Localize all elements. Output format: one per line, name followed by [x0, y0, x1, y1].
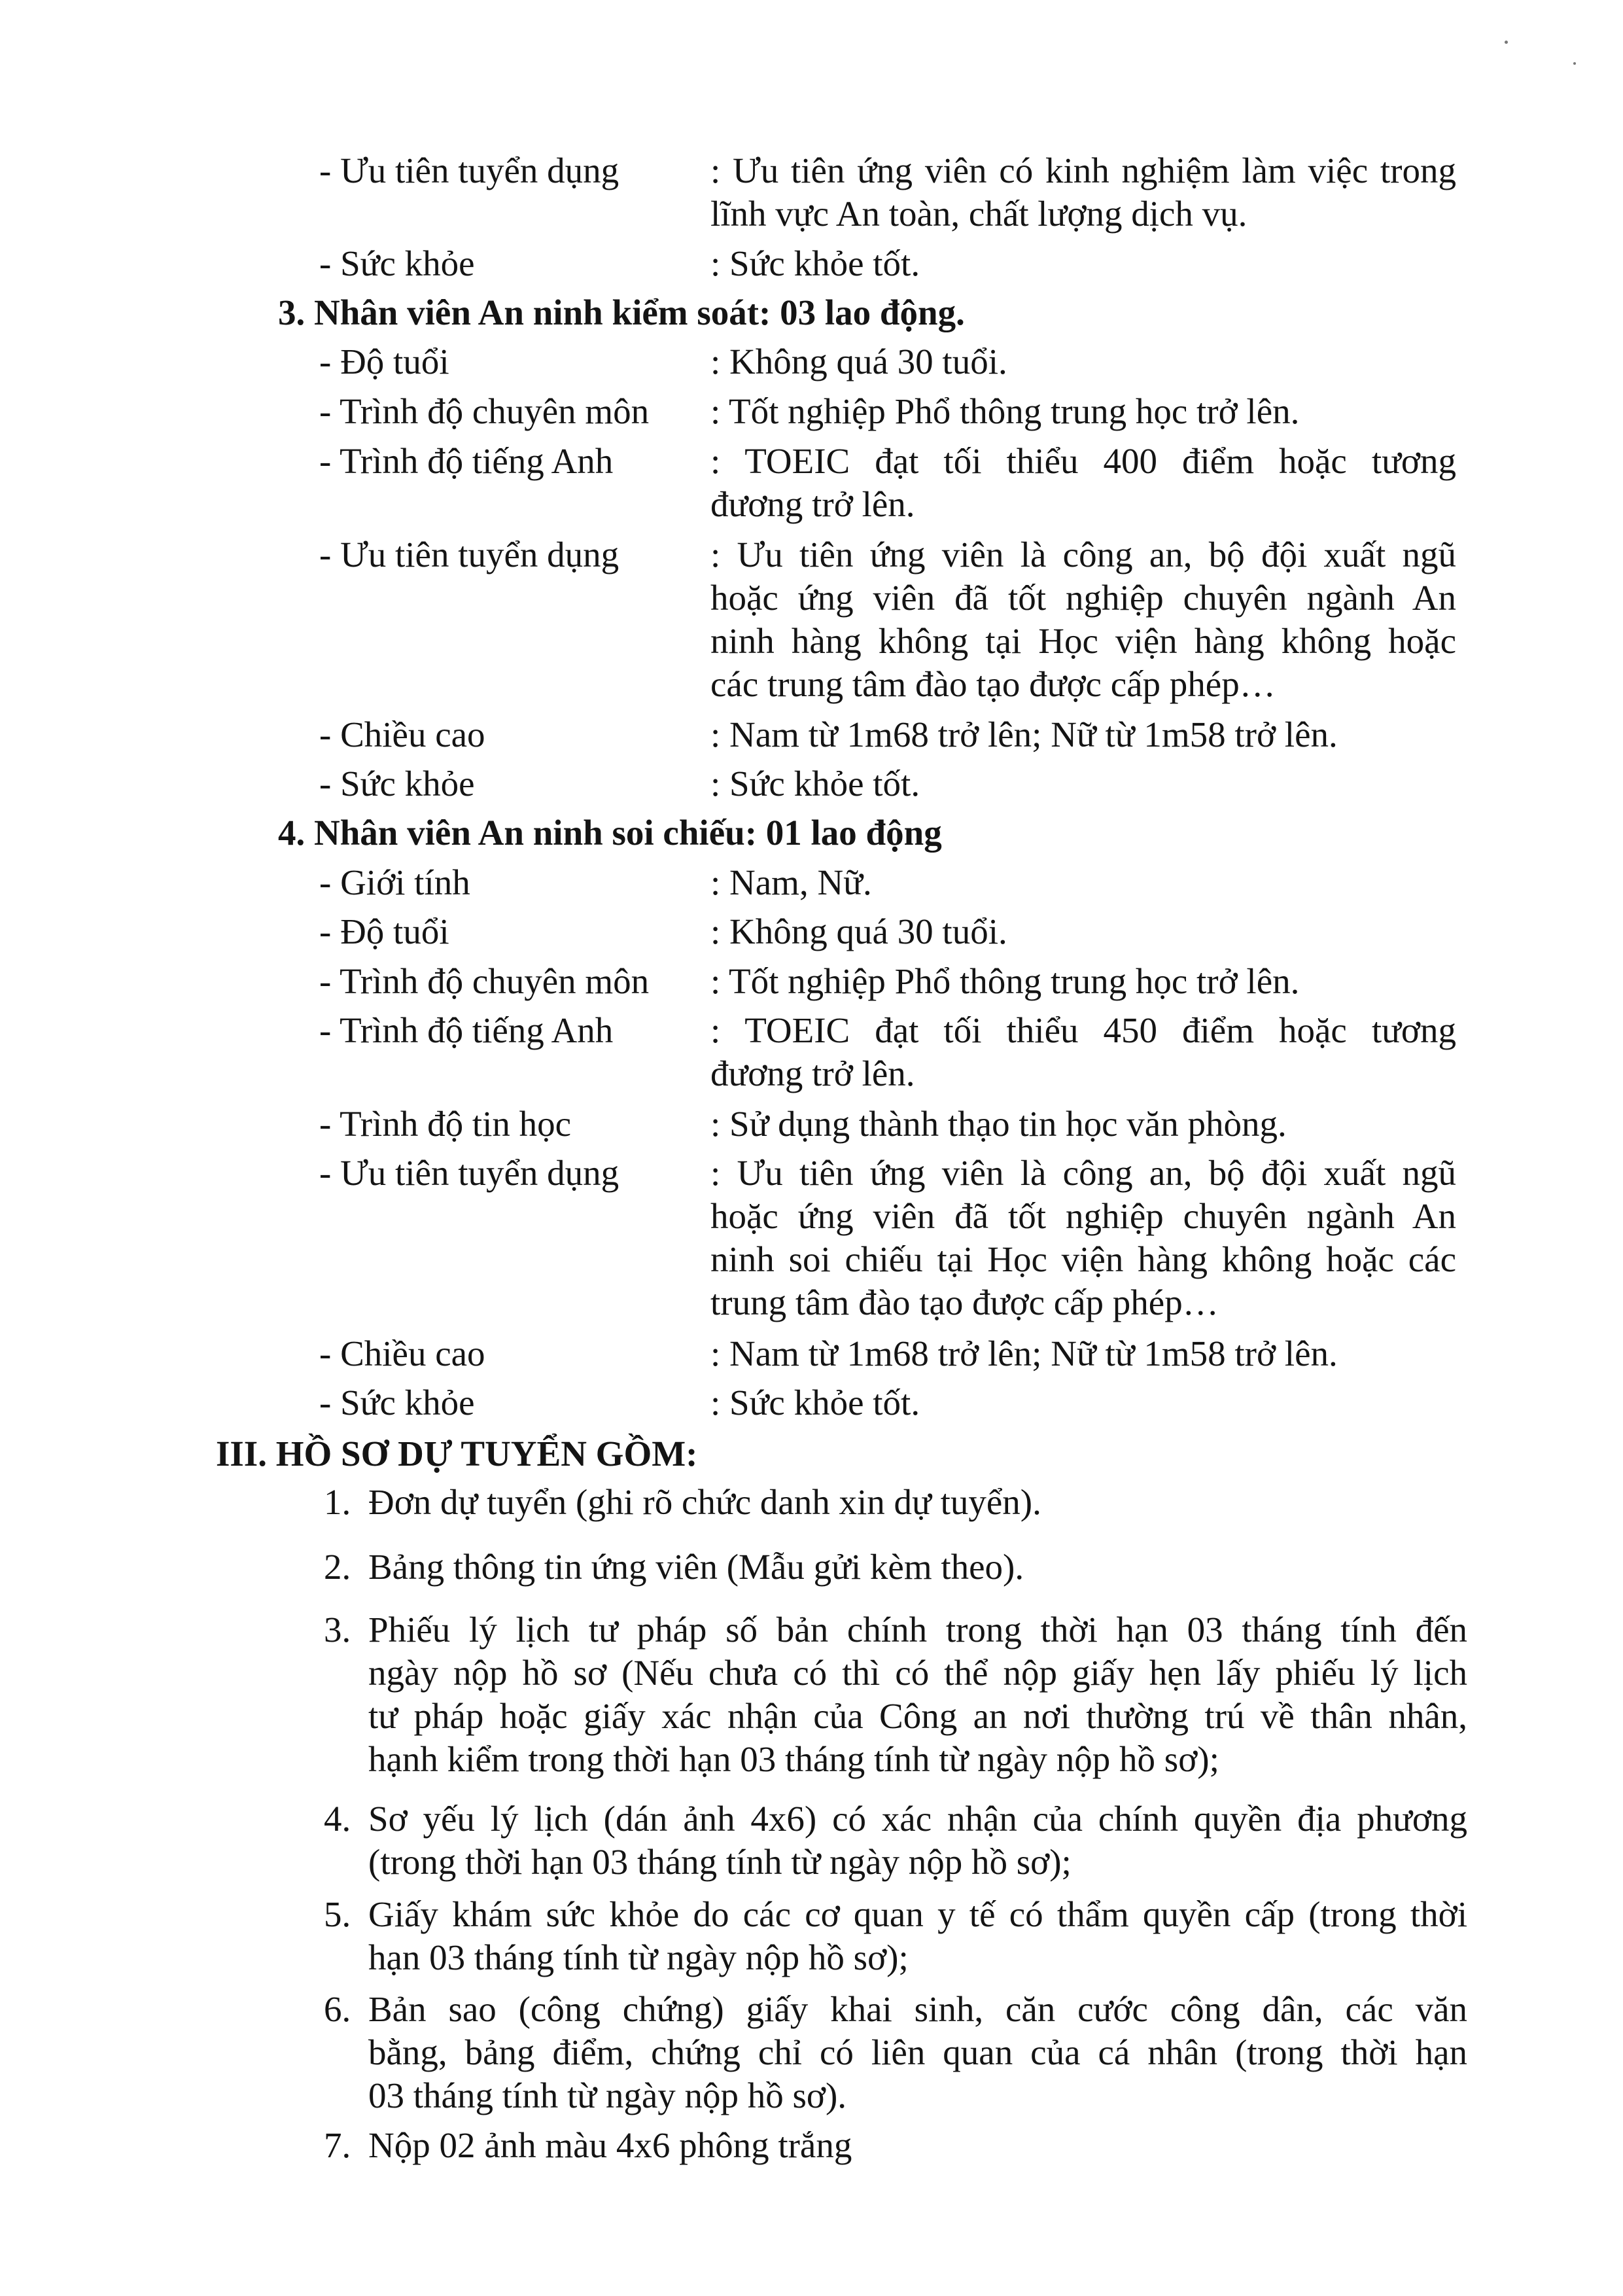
item-line: Bản sao (công chứng) giấy khai sinh, căn cước công dân, các văn	[368, 1989, 1467, 2029]
item-line: bằng, bảng điểm, chứng chỉ có liên quan của cá nhân (trong thời hạn	[368, 2032, 1467, 2072]
item-number: 2.	[324, 1547, 351, 1587]
value-line: : TOEIC đạt tối thiểu 400 điểm hoặc tương	[710, 441, 1456, 481]
requirement-label: - Ưu tiên tuyển dụng	[319, 150, 620, 190]
item-line: hạn 03 tháng tính từ ngày nộp hồ sơ);	[368, 1937, 909, 1977]
requirement-value	[710, 1009, 1456, 1095]
requirement-label: - Ưu tiên tuyển dụng	[319, 535, 620, 574]
item-line: tư pháp hoặc giấy xác nhận của Công an nơi thường trú về thân nhân,	[368, 1696, 1467, 1736]
requirement-label: - Chiều cao	[319, 715, 485, 754]
value-line: hoặc ứng viên đã tốt nghiệp chuyên ngành An	[710, 1196, 1456, 1236]
item-line: (trong thời hạn 03 tháng tính từ ngày nộp hồ sơ);	[368, 1842, 1072, 1882]
section-4-heading: 4. Nhân viên An ninh soi chiếu: 01 lao động	[278, 813, 942, 853]
item-text	[368, 1797, 1467, 1884]
item-text	[368, 1608, 1467, 1781]
requirement-label: - Trình độ chuyên môn	[319, 391, 650, 431]
value-line: : Sử dụng thành thạo tin học văn phòng.	[710, 1104, 1287, 1144]
item-text	[368, 1893, 1467, 1979]
item-line: Đơn dự tuyển (ghi rõ chức danh xin dự tuyển).	[368, 1482, 1041, 1522]
item-number: 5.	[324, 1894, 351, 1934]
item-text	[368, 1988, 1467, 2117]
requirement-label: - Trình độ tiếng Anh	[319, 441, 614, 481]
item-line: Giấy khám sức khỏe do các cơ quan y tế có thẩm quyền cấp (trong thời	[368, 1894, 1467, 1934]
item-line: 03 tháng tính từ ngày nộp hồ sơ).	[368, 2075, 847, 2115]
requirement-label: - Độ tuổi	[319, 911, 449, 951]
requirement-label: - Ưu tiên tuyển dụng	[319, 1153, 620, 1193]
item-text	[368, 1481, 1467, 1524]
scan-speck	[1505, 41, 1508, 44]
item-line: ngày nộp hồ sơ (Nếu chưa có thì có thể nộp giấy hẹn lấy phiếu lý lịch	[368, 1653, 1467, 1693]
value-line: : Sức khỏe tốt.	[710, 764, 920, 804]
requirement-label: - Chiều cao	[319, 1333, 485, 1373]
section-iii-heading: III. HỒ SƠ DỰ TUYỂN GỒM:	[216, 1434, 698, 1474]
item-number: 7.	[324, 2125, 351, 2165]
value-line: : Nam từ 1m68 trở lên; Nữ từ 1m58 trở lên.	[710, 715, 1338, 754]
requirement-value	[710, 1381, 1456, 1424]
value-line: hoặc ứng viên đã tốt nghiệp chuyên ngành An	[710, 578, 1456, 618]
item-number: 4.	[324, 1799, 351, 1839]
requirement-value	[710, 1103, 1456, 1146]
item-text	[368, 1545, 1467, 1589]
value-line: : Sức khỏe tốt.	[710, 1383, 920, 1422]
section-3-heading: 3. Nhân viên An ninh kiểm soát: 03 lao động.	[278, 292, 965, 332]
requirement-label: - Trình độ tiếng Anh	[319, 1010, 614, 1050]
value-line: : Ưu tiên ứng viên là công an, bộ đội xuất ngũ	[710, 1153, 1456, 1193]
value-line: trung tâm đào tạo được cấp phép…	[710, 1282, 1219, 1322]
requirement-value	[710, 861, 1456, 904]
requirement-value	[710, 713, 1456, 756]
value-line: : Không quá 30 tuổi.	[710, 342, 1007, 381]
item-number: 6.	[324, 1989, 351, 2029]
requirement-value	[710, 242, 1456, 285]
requirement-value	[710, 533, 1456, 706]
requirement-label: - Trình độ tin học	[319, 1104, 572, 1144]
requirement-value	[710, 440, 1456, 526]
item-line: Phiếu lý lịch tư pháp số bản chính trong thời hạn 03 tháng tính đến	[368, 1610, 1467, 1650]
value-line: ninh hàng không tại Học viện hàng không hoặc	[710, 621, 1456, 661]
value-line: : TOEIC đạt tối thiểu 450 điểm hoặc tương	[710, 1010, 1456, 1050]
item-line: Nộp 02 ảnh màu 4x6 phông trắng	[368, 2125, 852, 2165]
value-line: ninh soi chiếu tại Học viện hàng không hoặc các	[710, 1239, 1456, 1279]
item-text	[368, 2124, 1467, 2167]
value-line: : Ưu tiên ứng viên có kinh nghiệm làm việc trong	[710, 150, 1456, 190]
scan-speck	[1573, 62, 1576, 65]
requirement-label: - Trình độ chuyên môn	[319, 961, 650, 1001]
requirement-label: - Sức khỏe	[319, 764, 475, 804]
item-number: 1.	[324, 1482, 351, 1522]
requirement-value	[710, 1152, 1456, 1324]
requirement-label: - Giới tính	[319, 862, 470, 902]
value-line: : Nam từ 1m68 trở lên; Nữ từ 1m58 trở lên.	[710, 1333, 1338, 1373]
value-line: : Ưu tiên ứng viên là công an, bộ đội xuất ngũ	[710, 535, 1456, 574]
value-line: lĩnh vực An toàn, chất lượng dịch vụ.	[710, 194, 1248, 234]
value-line: : Sức khỏe tốt.	[710, 243, 920, 283]
requirement-value	[710, 149, 1456, 236]
requirement-label: - Độ tuổi	[319, 342, 449, 381]
value-line: : Nam, Nữ.	[710, 862, 872, 902]
requirement-label: - Sức khỏe	[319, 1383, 475, 1422]
requirement-value	[710, 762, 1456, 805]
item-line: hạnh kiểm trong thời hạn 03 tháng tính từ ngày nộp hồ sơ);	[368, 1739, 1219, 1779]
requirement-value	[710, 340, 1456, 383]
value-line: : Tốt nghiệp Phổ thông trung học trở lên.	[710, 391, 1300, 431]
value-line: đương trở lên.	[710, 1053, 915, 1093]
requirement-value	[710, 1332, 1456, 1375]
item-line: Bảng thông tin ứng viên (Mẫu gửi kèm theo).	[368, 1547, 1024, 1587]
requirement-value	[710, 390, 1456, 433]
requirement-value	[710, 910, 1456, 953]
item-number: 3.	[324, 1610, 351, 1650]
value-line: đương trở lên.	[710, 484, 915, 524]
value-line: : Không quá 30 tuổi.	[710, 911, 1007, 951]
requirement-label: - Sức khỏe	[319, 243, 475, 283]
requirement-value	[710, 960, 1456, 1003]
value-line: các trung tâm đào tạo được cấp phép…	[710, 664, 1276, 704]
item-line: Sơ yếu lý lịch (dán ảnh 4x6) có xác nhận của chính quyền địa phương	[368, 1799, 1467, 1839]
value-line: : Tốt nghiệp Phổ thông trung học trở lên.	[710, 961, 1300, 1001]
